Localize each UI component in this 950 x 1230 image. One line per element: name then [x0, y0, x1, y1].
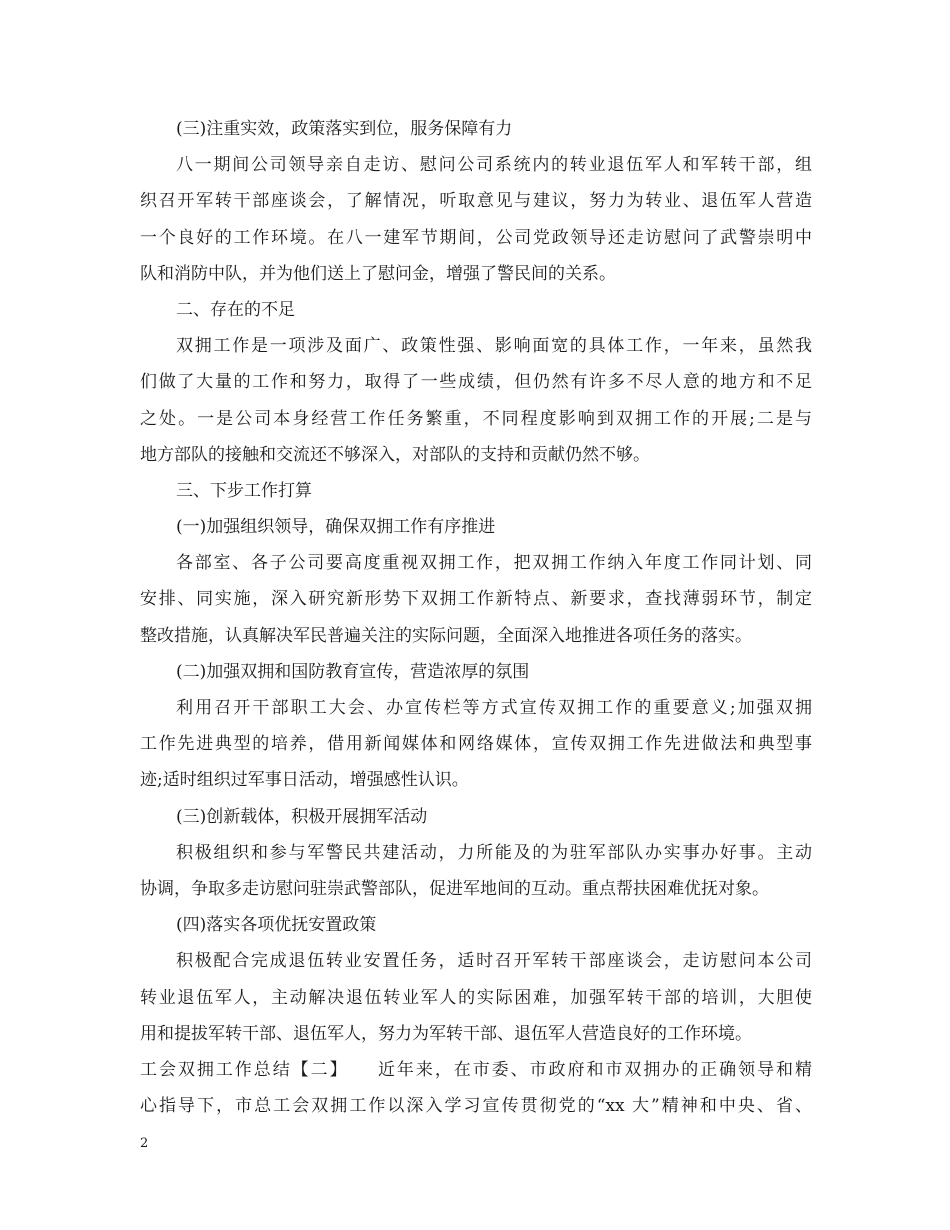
paragraph-line: 之处。一是公司本身经营工作任务繁重，不同程度影响到双拥工作的开展;二是与	[140, 408, 812, 429]
section-heading: 三、下步工作打算	[176, 480, 312, 501]
paragraph-line: 双拥工作是一项涉及面广、政策性强、影响面宽的具体工作，一年来，虽然我	[176, 336, 812, 357]
paragraph-line: 各部室、各子公司要高度重视双拥工作，把双拥工作纳入年度工作同计划、同	[176, 553, 812, 574]
paragraph-line: 八一期间公司领导亲自走访、慰问公司系统内的转业退伍军人和军转干部，组	[176, 155, 812, 176]
paragraph-line: 整改措施，认真解决军民普遍关注的实际问题，全面深入地推进各项任务的落实。	[140, 625, 752, 646]
section-heading: (三)注重实效，政策落实到位，服务保障有力	[176, 119, 513, 139]
page-number: 2	[140, 1136, 149, 1151]
subsection-heading: (三)创新载体，积极开展拥军活动	[176, 806, 428, 827]
paragraph-line: 转业退伍军人，主动解决退伍转业军人的实际困难，加强军转干部的培训，大胆使	[140, 987, 812, 1008]
paragraph-line: 地方部队的接触和交流还不够深入，对部队的支持和贡献仍然不够。	[140, 444, 650, 465]
paragraph-line: 协调，争取多走访慰问驻崇武警部队，促进军地间的互动。重点帮扶困难优抚对象。	[140, 878, 769, 899]
paragraph-line: 安排、同实施，深入研究新形势下双拥工作新特点、新要求，查找薄弱环节，制定	[140, 589, 812, 610]
paragraph-line: 积极配合完成退伍转业安置任务，适时召开军转干部座谈会，走访慰问本公司	[176, 951, 812, 972]
paragraph-line: 迹;适时组织过军事日活动，增强感性认识。	[140, 770, 469, 791]
paragraph-line: 利用召开干部职工大会、办宣传栏等方式宣传双拥工作的重要意义;加强双拥	[176, 698, 812, 718]
paragraph-line: 工作先进典型的培养，借用新闻媒体和网络媒体，宣传双拥工作先进做法和典型事	[140, 734, 812, 755]
paragraph-line: 一个良好的工作环境。在八一建军节期间，公司党政领导还走访慰问了武警崇明中	[140, 227, 812, 248]
subsection-heading: (四)落实各项优抚安置政策	[176, 915, 377, 936]
document-body	[140, 111, 812, 1124]
paragraph-line: 积极组织和参与军警民共建活动，力所能及的为驻军部队办实事办好事。主动	[176, 842, 812, 863]
paragraph-line: 织召开军转干部座谈会，了解情况，听取意见与建议，努力为转业、退伍军人营造	[140, 191, 812, 212]
subsection-heading: (一)加强组织领导，确保双拥工作有序推进	[176, 517, 496, 538]
paragraph-line: 队和消防中队，并为他们送上了慰问金，增强了警民间的关系。	[140, 263, 616, 284]
paragraph-line: 工会双拥工作总结【二】 近年来，在市委、市政府和市双拥办的正确领导和精	[140, 1059, 812, 1080]
paragraph-line: 用和提拔军转干部、退伍军人，努力为军转干部、退伍军人营造良好的工作环境。	[140, 1023, 752, 1044]
paragraph-line: 们做了大量的工作和努力，取得了一些成绩，但仍然有许多不尽人意的地方和不足	[140, 372, 812, 393]
section-heading: 二、存在的不足	[176, 299, 295, 320]
subsection-heading: (二)加强双拥和国防教育宣传，营造浓厚的氛围	[176, 661, 530, 682]
paragraph-line: 心指导下，市总工会双拥工作以深入学习宣传贯彻党的“xx 大”精神和中央、省、	[140, 1096, 812, 1117]
